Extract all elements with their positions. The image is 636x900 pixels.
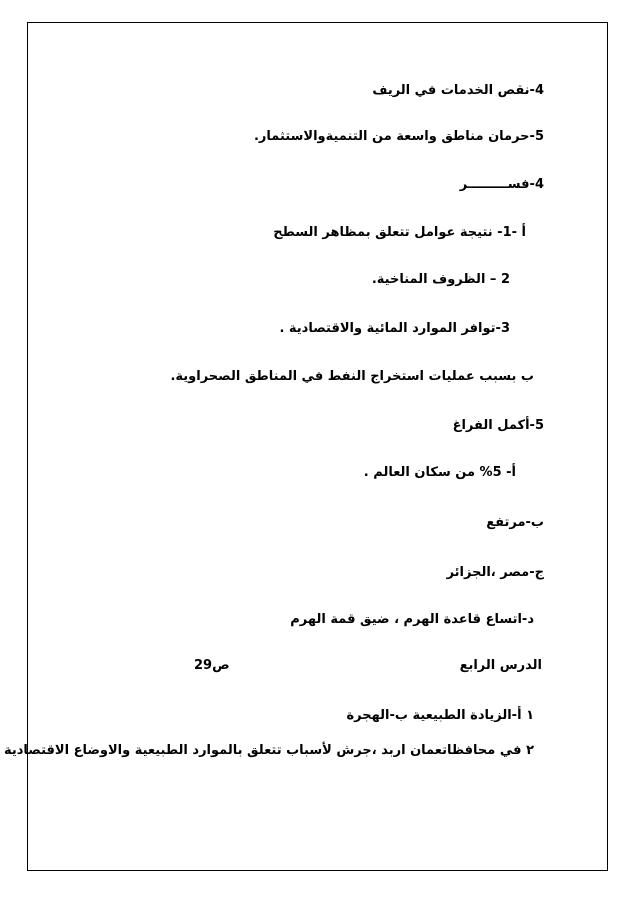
lesson-title: الدرس الرابع: [459, 658, 542, 673]
section-5-fill-blank: 5-أكمل الفراغ: [452, 418, 544, 433]
explain-a-2-climate: 2 – الظروف المناخية.: [371, 272, 510, 287]
lesson-answer-1: ١ أ-الزيادة الطبيعية ب-الهجرة: [346, 708, 534, 723]
answer-line-5-development: 5-حرمان مناطق واسعة من التنميةوالاستثمار.: [253, 129, 544, 144]
explain-a-1-surface: أ -1- نتيجة عوامل تتعلق بمظاهر السطح: [273, 225, 526, 240]
fill-a-population: أ- 5% من سكان العالم .: [363, 465, 516, 480]
answer-line-4-rural-services: 4-نقص الخدمات في الريف: [372, 83, 544, 98]
page-reference: ص29: [194, 658, 230, 673]
fill-d-pyramid: د-اتساع قاعدة الهرم ، ضيق قمة الهرم: [290, 612, 534, 627]
fill-c-countries: ج-مصر ،الجزائر: [446, 565, 544, 580]
fill-b-high: ب-مرتفع: [486, 515, 544, 530]
explain-a-3-resources: 3-توافر الموارد المائية والاقتصادية .: [279, 321, 510, 336]
section-4-explain: 4-فســـــــــر: [459, 177, 544, 192]
lesson-answer-2: ٢ في محافظاتعمان اربد ،جرش لأسباب تتعلق بالموارد الطبيعية والاوضاع الاقتصادية: [3, 743, 534, 758]
explain-b-oil: ب بسبب عمليات استخراج النفط في المناطق الصحراوية.: [170, 369, 534, 384]
